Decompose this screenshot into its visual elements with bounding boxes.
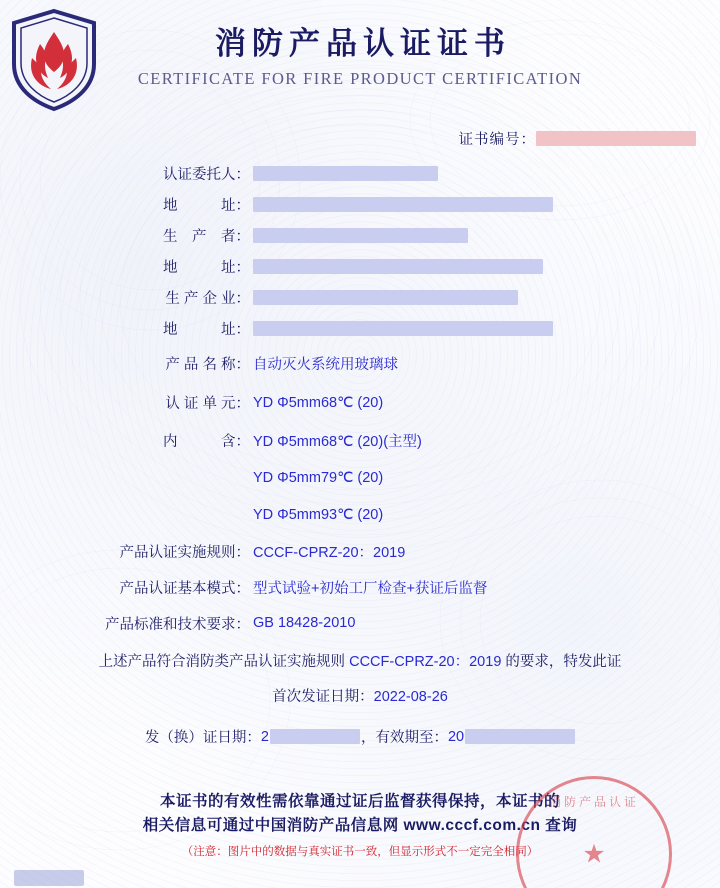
bottom-left-redacted-watermark — [14, 870, 84, 886]
field-value-contents-3: YD Φ5mm93℃ (20) — [253, 506, 384, 523]
field-row-manufacturer-address — [0, 313, 720, 344]
field-value-producer-address — [253, 259, 720, 275]
footer-line-2-prefix: 相关信息可通过中国消防产品信息网 — [142, 817, 404, 834]
field-value-applicant — [253, 166, 720, 182]
issue-date-row — [0, 721, 720, 752]
field-value-contents-1: YD Φ5mm68℃ (20)(主型) — [253, 434, 422, 450]
field-value-implementation-rule: CCCF-CPRZ-20：2019 — [253, 544, 406, 561]
field-row-contents — [0, 422, 720, 459]
validity-redacted — [465, 729, 575, 744]
issue-date-value-prefix: 2 — [260, 728, 269, 745]
field-value-manufacturer-address — [253, 321, 720, 337]
field-label-producer-address: 地 址： — [163, 260, 250, 276]
certificate-fields — [0, 158, 720, 752]
field-row-applicant-address — [0, 189, 720, 220]
field-label-applicant: 认证委托人： — [163, 167, 250, 183]
certificate-number-redacted-value — [536, 131, 696, 146]
field-label-product-name: 产 品 名 称： — [165, 357, 250, 373]
field-label-applicant-address: 地 址： — [163, 198, 250, 214]
validity-value-prefix: 20 — [447, 728, 465, 745]
stamp-star-icon: ★ — [582, 838, 606, 869]
field-row-contents-2 — [0, 459, 720, 496]
footer-note: （注意：图片中的数据与真实证书一致，但显示形式不一定完全相同） — [181, 846, 539, 858]
field-label-certification-unit: 认 证 单 元： — [165, 396, 250, 412]
field-value-certification-mode: 型式试验+初始工厂检查+获证后监督 — [253, 580, 488, 597]
issue-date-label: 发（换）证日期： — [144, 730, 261, 746]
field-row-certification-mode — [0, 569, 720, 605]
field-label-manufacturer-address: 地 址： — [163, 322, 250, 338]
field-value-producer — [253, 228, 720, 244]
field-value-contents-2: YD Φ5mm79℃ (20) — [253, 469, 384, 486]
first-issue-value: 2022-08-26 — [373, 689, 448, 705]
footer-line-2-suffix: 查询 — [540, 817, 578, 834]
stamp-text: 消防产品认证 — [548, 795, 639, 809]
field-label-contents: 内 含： — [163, 434, 250, 450]
certificate-header — [0, 0, 720, 89]
certificate-number-row — [459, 128, 697, 149]
field-label-implementation-rule: 产品认证实施规则： — [119, 544, 250, 561]
footer-line-1: 本证书的有效性需依靠通过证后监督获得保持，本证书的 — [159, 793, 560, 810]
field-value-product-name: 自动灭火系统用玻璃球 — [253, 357, 398, 373]
field-value-applicant-address — [253, 197, 720, 213]
official-seal-stamp — [516, 776, 672, 888]
field-row-producer — [0, 220, 720, 251]
field-value-certification-unit: YD Φ5mm68℃ (20) — [253, 394, 384, 411]
page-title-cn: 消防产品认证证书 — [215, 26, 511, 61]
field-row-certification-unit — [0, 383, 720, 422]
statement-prefix: 上述产品符合消防类产品认证实施规则 — [98, 654, 350, 670]
certificate-number-label: 证书编号： — [458, 132, 536, 148]
issue-date-redacted — [270, 729, 360, 744]
field-label-producer: 生 产 者： — [163, 229, 250, 245]
statement-suffix: 的要求，特发此证 — [501, 654, 622, 670]
field-row-standard — [0, 605, 720, 641]
field-row-product-name — [0, 344, 720, 383]
validity-label: ，有效期至： — [360, 730, 448, 746]
field-row-applicant — [0, 158, 720, 189]
field-row-implementation-rule — [0, 533, 720, 569]
field-value-manufacturer — [253, 290, 720, 306]
footer-website-url[interactable]: www.cccf.com.cn — [403, 817, 541, 834]
statement-line — [0, 647, 720, 678]
field-label-certification-mode: 产品认证基本模式： — [119, 580, 250, 597]
field-label-manufacturer: 生 产 企 业： — [165, 291, 250, 307]
first-issue-label: 首次发证日期： — [272, 689, 374, 705]
field-label-standard: 产品标准和技术要求： — [105, 616, 250, 633]
field-row-producer-address — [0, 251, 720, 282]
first-issue-row — [0, 682, 720, 713]
field-value-standard: GB 18428-2010 — [253, 615, 356, 631]
field-row-contents-3 — [0, 496, 720, 533]
page-title-en: CERTIFICATE FOR FIRE PRODUCT CERTIFICATION — [137, 69, 583, 88]
statement-rule: CCCF-CPRZ-20：2019 — [349, 654, 502, 670]
field-row-manufacturer — [0, 282, 720, 313]
